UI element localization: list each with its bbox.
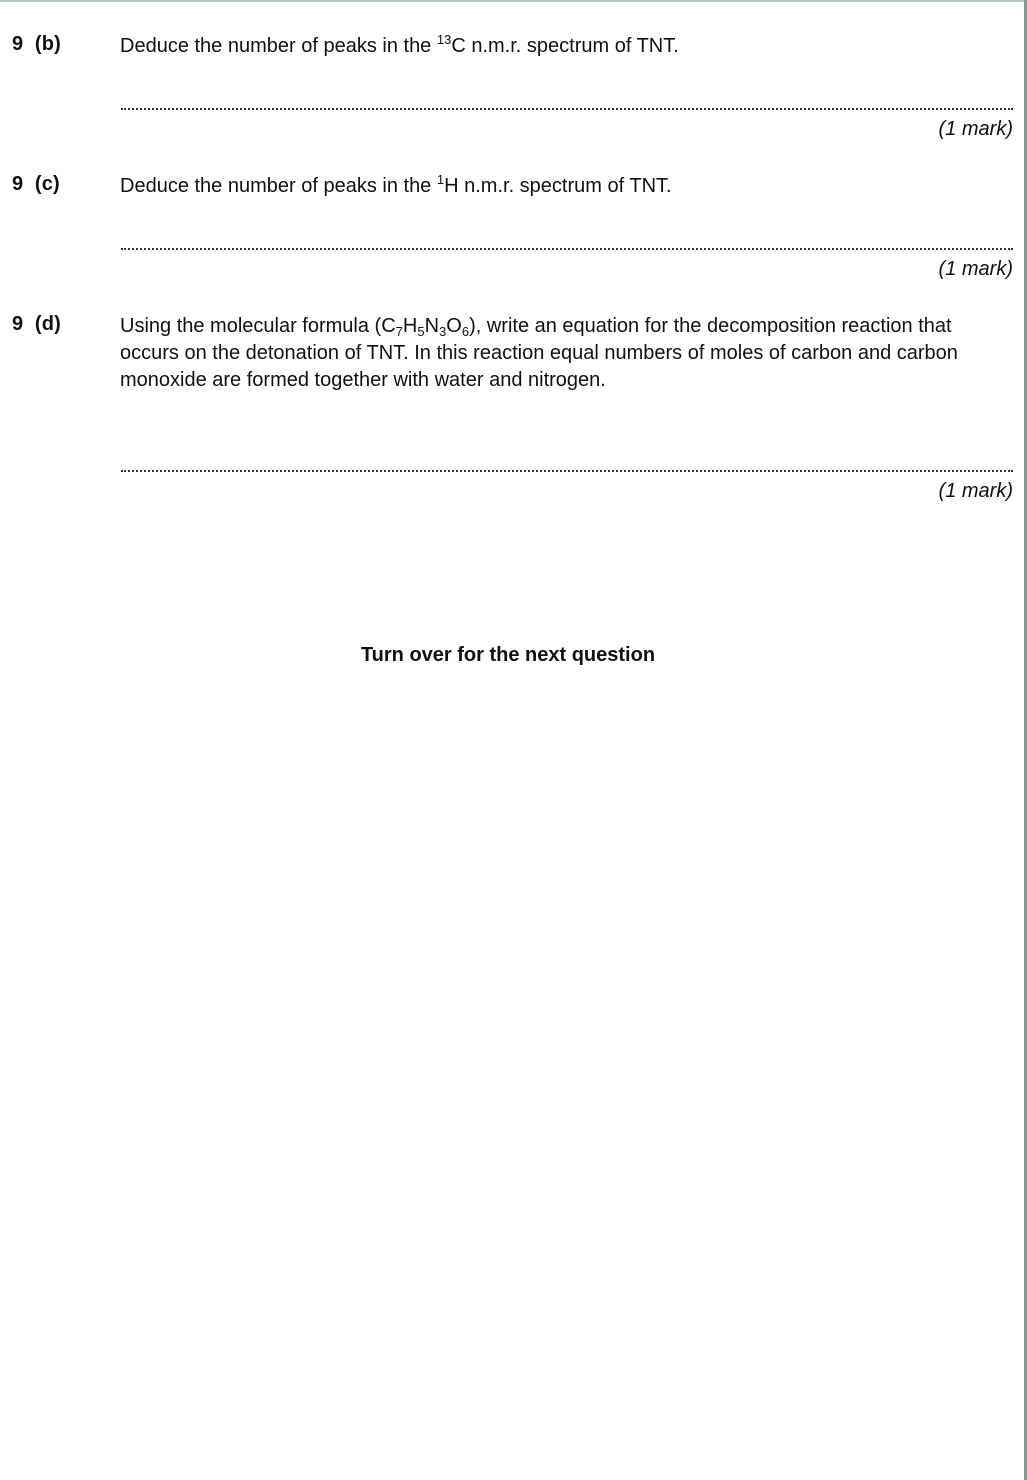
answer-line[interactable]: [121, 248, 1013, 250]
question-text: Deduce the number of peaks in the $^1$H n.m.r. spectrum of TNT.: [120, 172, 672, 197]
answer-line[interactable]: [121, 470, 1013, 472]
question-text: Deduce the number of peaks in the $^{13}$C n.m.r. spectrum of TNT.: [120, 32, 679, 57]
answer-line[interactable]: [121, 108, 1013, 110]
page-top-border: [0, 0, 1027, 2]
mark-allocation: (1 mark): [938, 480, 1013, 502]
question-number: 9 (d): [12, 313, 61, 335]
mark-allocation: (1 mark): [938, 118, 1013, 140]
question-text: Using the molecular formula $(C_7H_5N_3O_6)$, write an equation for the decomposition reaction that occurs on the detonation of TNT. In this reaction equal numbers of moles of carbon and carbon monoxide are formed together with water and nitrogen.: [120, 315, 958, 391]
turn-over-notice: Turn over for the next question: [360, 644, 656, 666]
question-number: 9 (c): [12, 173, 60, 195]
question-number: 9 (b): [12, 33, 61, 55]
mark-allocation: (1 mark): [938, 258, 1013, 280]
